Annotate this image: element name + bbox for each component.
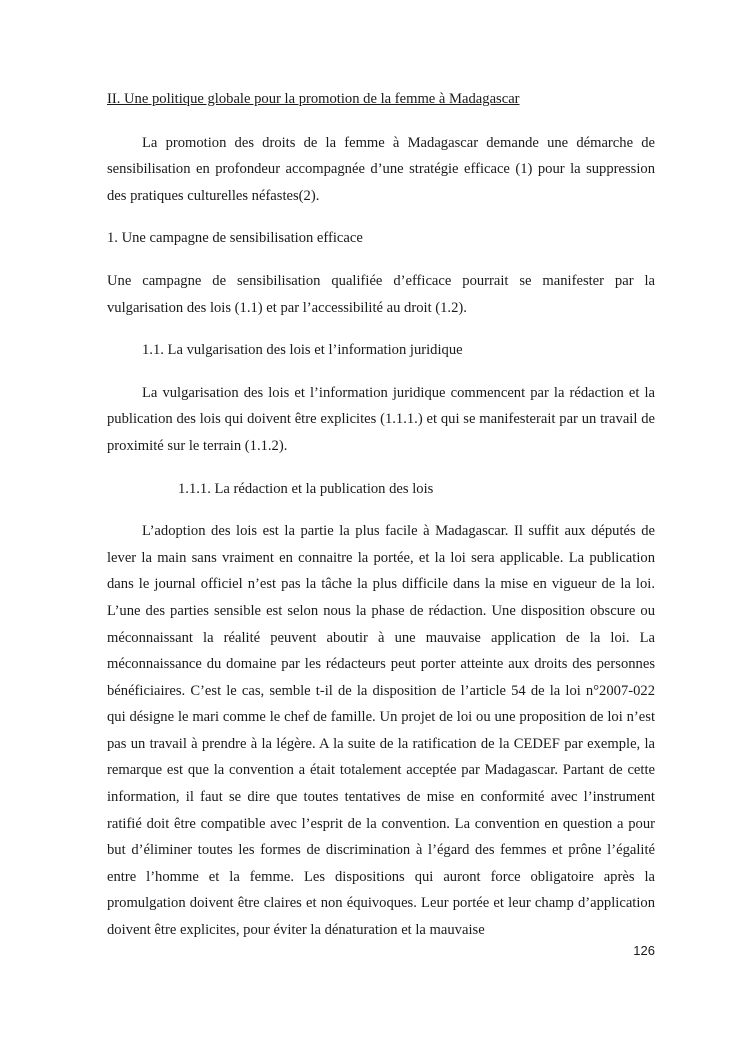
section-intro-paragraph: La promotion des droits de la femme à Madagascar demande une démarche de sensibilisation en profondeur accompagnée d’une stratégie efficace (1) pour la suppression des pratiques culturelles néfastes(2).: [107, 134, 655, 204]
page-number: 126: [633, 943, 655, 958]
heading-part-1: 1. Une campagne de sensibilisation efficace: [107, 230, 363, 247]
section-title: II. Une politique globale pour la promotion de la femme à Madagascar: [107, 91, 520, 107]
heading-part-1-1: 1.1. La vulgarisation des lois et l’information juridique: [142, 342, 463, 359]
part-1-1-intro-paragraph: La vulgarisation des lois et l’information juridique commencent par la rédaction et la publication des lois qui doivent être explicites (1.1.1.) et qui se manifesterait par un travail de proximité sur le terrain (1.1.2).: [107, 384, 655, 454]
part-1-intro-paragraph: Une campagne de sensibilisation qualifiée d’efficace pourrait se manifester par la vulgarisation des lois (1.1) et par l’accessibilité au droit (1.2).: [107, 272, 655, 316]
document-page: [107, 86, 655, 960]
part-1-1-1-body-paragraph: L’adoption des lois est la partie la plus facile à Madagascar. Il suffit aux députés de lever la main sans vraiment en connaitre la portée, et la loi sera applicable. La publication dans le journal officiel n’est pas la tâche la plus difficile dans la mise en vigueur de la loi. L’une des parties sensible est selon nous la phase de rédaction. Une disposition obscure ou méconnaissant la réalité peuvent aboutir à une mauvaise application de la loi. La méconnaissance du domaine par les rédacteurs peut porter atteinte aux droits des personnes bénéficiaires. C’est le cas, semble t-il de la disposition de l’article 54 de la loi n°2007-022 qui désigne le mari comme le chef de famille. Un projet de loi ou une proposition de loi n’est pas un travail à prendre à la légère. A la suite de la ratification de la CEDEF par exemple, la remarque est que la convention a était totalement acceptée par Madagascar. Partant de cette information, il faut se dire que toutes tentatives de mise en conformité avec l’instrument ratifié doit être compatible avec l’esprit de la convention. La convention en question a pour but d’éliminer toutes les formes de discrimination à l’égard des femmes et prône l’égalité entre l’homme et la femme. Les dispositions qui auront force obligatoire après la promulgation doivent être claires et non équivoques. Leur portée et leur champ d’application doivent être explicites, pour éviter la dénaturation et la mauvaise: [107, 523, 655, 939]
heading-part-1-1-1: 1.1.1. La rédaction et la publication des lois: [178, 480, 434, 497]
